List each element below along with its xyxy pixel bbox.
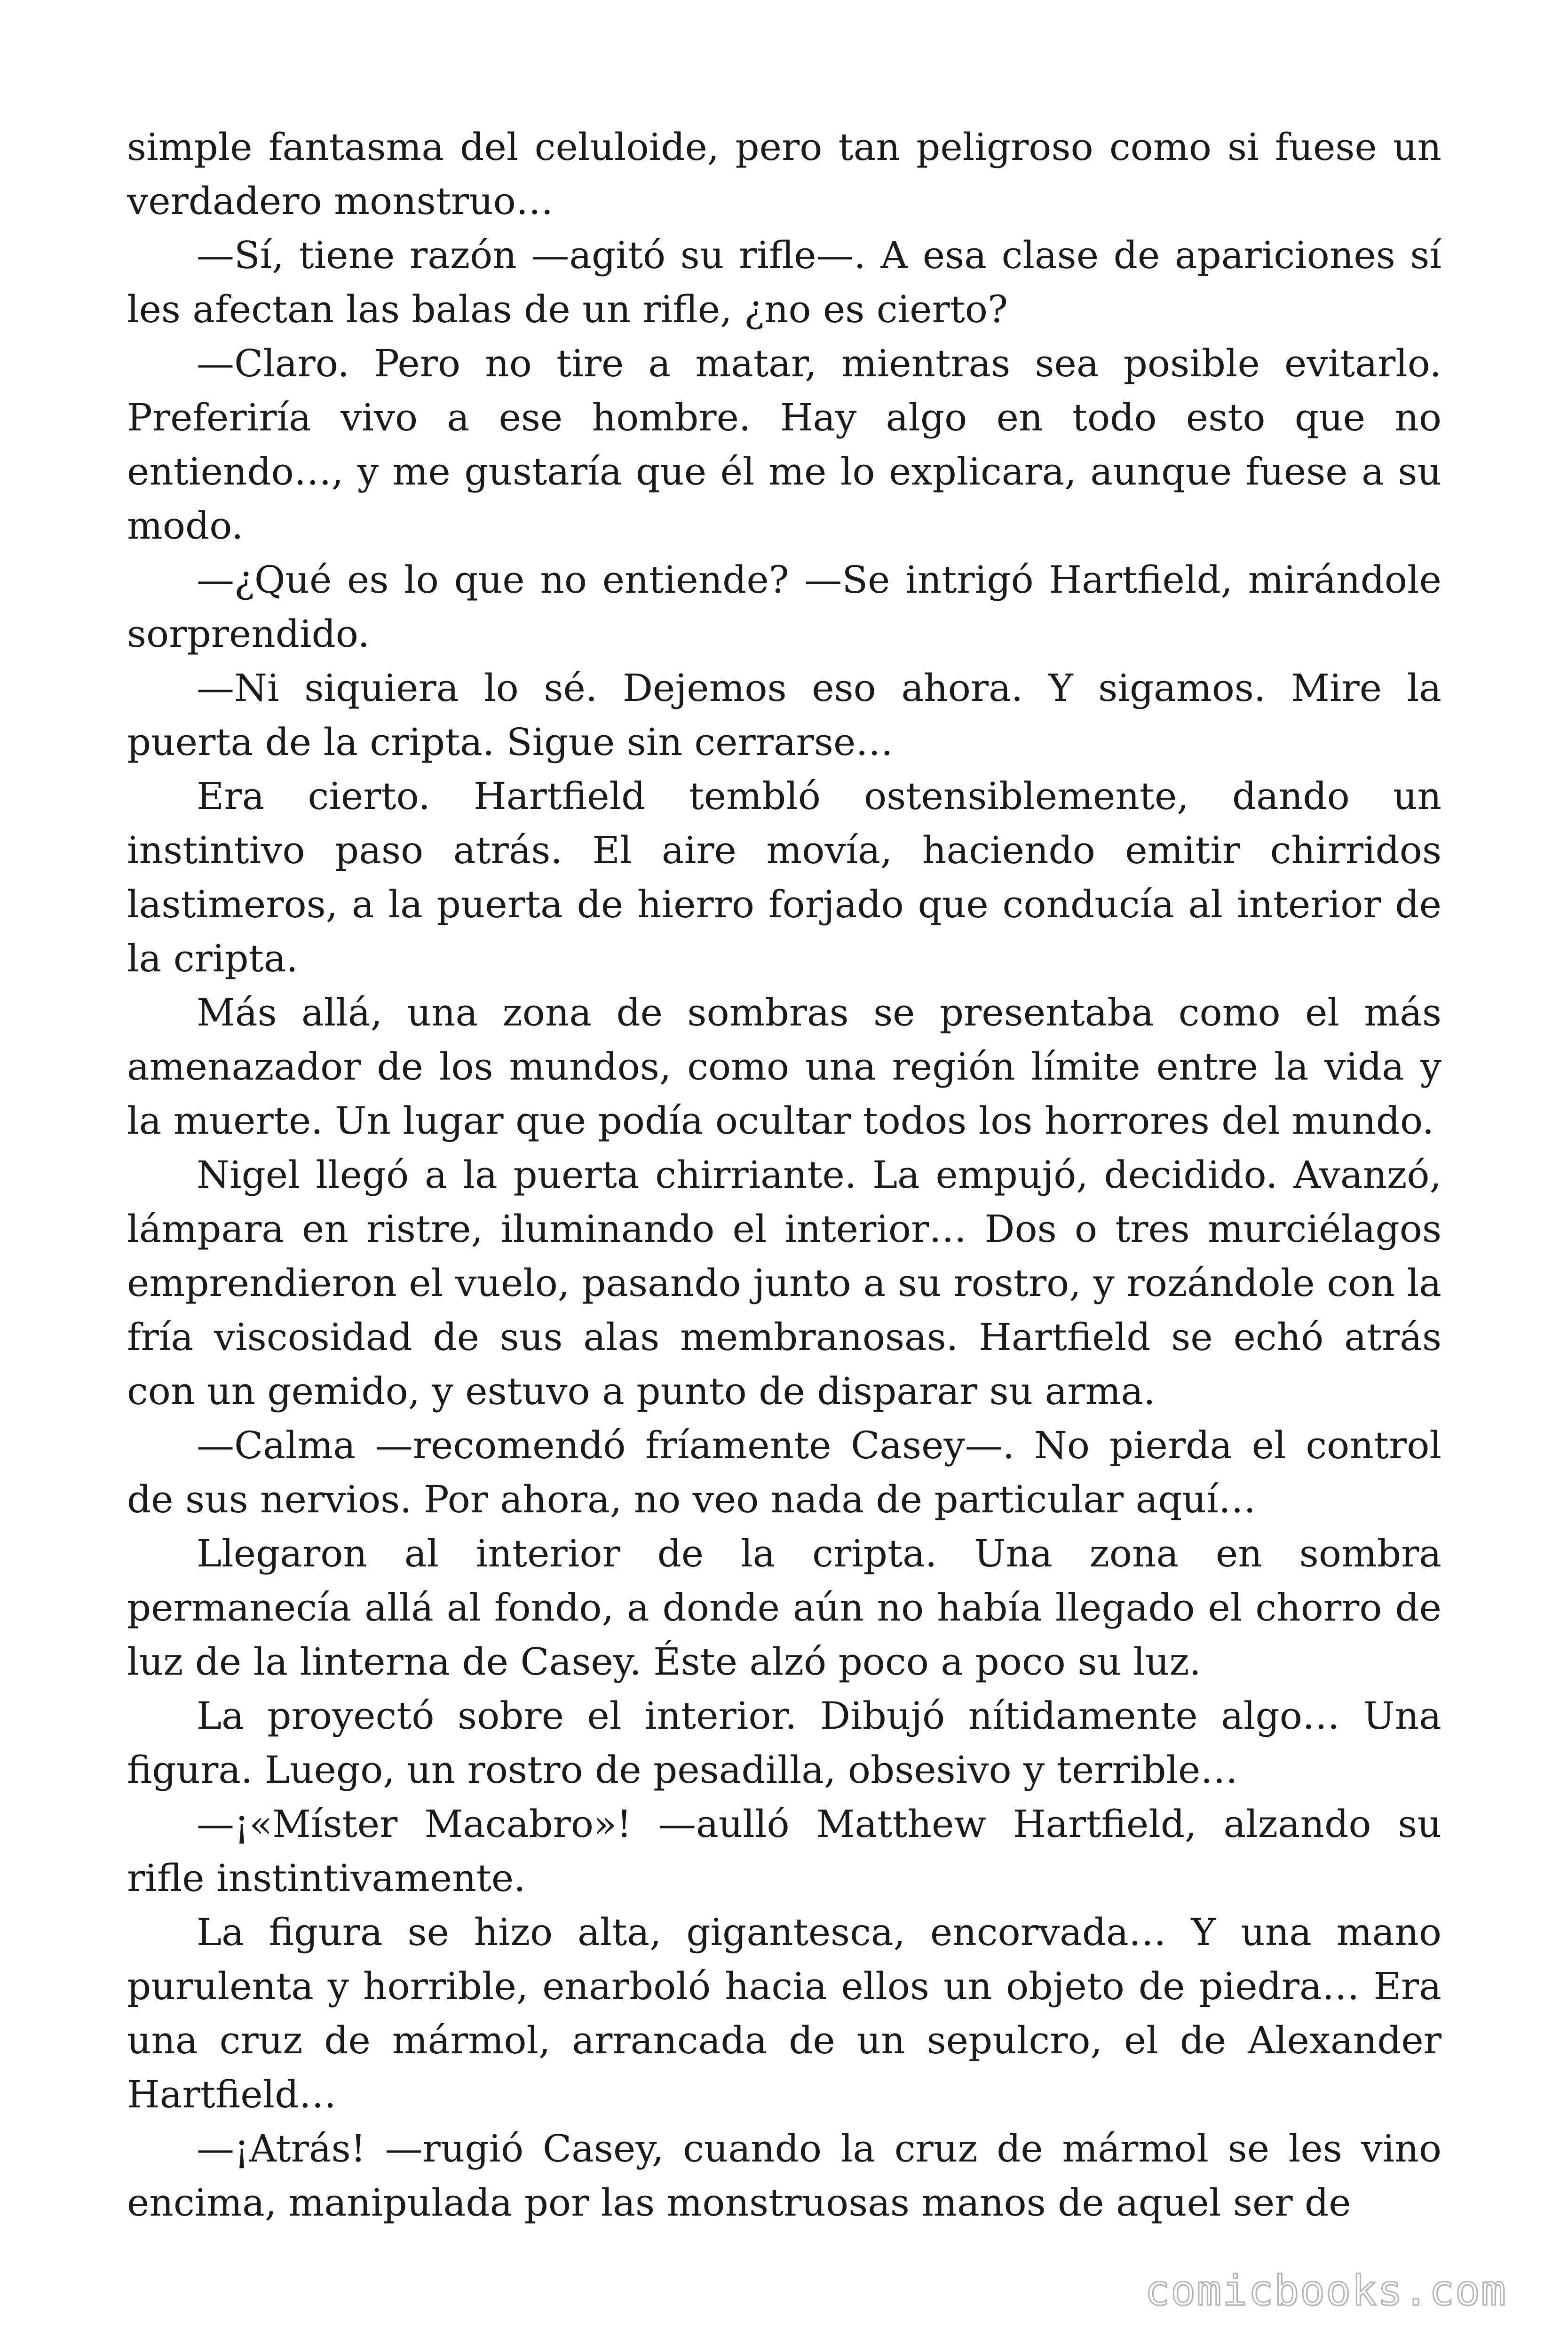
paragraph-2: —Sí, tiene razón —agitó su rifle—. A esa clase de apariciones sí les afectan las balas de un rifle, ¿no es cierto? bbox=[127, 233, 1441, 331]
paragraph-1: simple fantasma del celuloide, pero tan peligroso como si fuese un verdadero monstruo… bbox=[127, 125, 1441, 223]
paragraph-8: Nigel llegó a la puerta chirriante. La empujó, decidido. Avanzó, lámpara en ristre, iluminando el interior… Dos o tres murciélagos emprendieron el vuelo, pasando junto a su rostro, y rozándole con la fría viscosidad de sus alas membranosas. Hartfield se echó atrás con un gemido, y estuvo a punto de disparar su arma. bbox=[127, 1153, 1441, 1413]
paragraph-12: —¡«Míster Macabro»! —aulló Matthew Hartfield, alzando su rifle instintivamente. bbox=[127, 1802, 1441, 1900]
body-text bbox=[127, 120, 1441, 2230]
paragraph-14: —¡Atrás! —rugió Casey, cuando la cruz de mármol se les vino encima, manipulada por las monstruosas manos de aquel ser de bbox=[127, 2127, 1441, 2225]
paragraph-6: Era cierto. Hartfield tembló ostensiblemente, dando un instintivo paso atrás. El aire movía, haciendo emitir chirridos lastimeros, a la puerta de hierro forjado que conducía al interior de la cripta. bbox=[127, 774, 1441, 980]
paragraph-10: Llegaron al interior de la cripta. Una zona en sombra permanecía allá al fondo, a donde aún no había llegado el chorro de luz de la linterna de Casey. Éste alzó poco a poco su luz. bbox=[127, 1532, 1441, 1684]
paragraph-11: La proyectó sobre el interior. Dibujó nítidamente algo… Una figura. Luego, un rostro de pesadilla, obsesivo y terrible… bbox=[127, 1694, 1441, 1792]
paragraph-5: —Ni siquiera lo sé. Dejemos eso ahora. Y sigamos. Mire la puerta de la cripta. Sigue sin cerrarse… bbox=[127, 666, 1441, 764]
paragraph-4: —¿Qué es lo que no entiende? —Se intrigó Hartfield, mirándole sorprendido. bbox=[127, 558, 1441, 656]
paragraph-3: —Claro. Pero no tire a matar, mientras sea posible evitarlo. Preferiría vivo a ese hombre. Hay algo en todo esto que no entiendo…, y me gustaría que él me lo explicara, aunque fuese a su modo. bbox=[127, 342, 1441, 548]
watermark: comicbooks.com bbox=[1145, 2266, 1507, 2315]
paragraph-7: Más allá, una zona de sombras se presentaba como el más amenazador de los mundos, como una región límite entre la vida y la muerte. Un lugar que podía ocultar todos los horrores del mundo. bbox=[127, 991, 1441, 1143]
paragraph-9: —Calma —recomendó fríamente Casey—. No pierda el control de sus nervios. Por ahora, no veo nada de particular aquí… bbox=[127, 1423, 1441, 1521]
paragraph-13: La figura se hizo alta, gigantesca, encorvada… Y una mano purulenta y horrible, enarboló hacia ellos un objeto de piedra… Era una cruz de mármol, arrancada de un sepulcro, el de Alexander Hartfield… bbox=[127, 1910, 1441, 2116]
